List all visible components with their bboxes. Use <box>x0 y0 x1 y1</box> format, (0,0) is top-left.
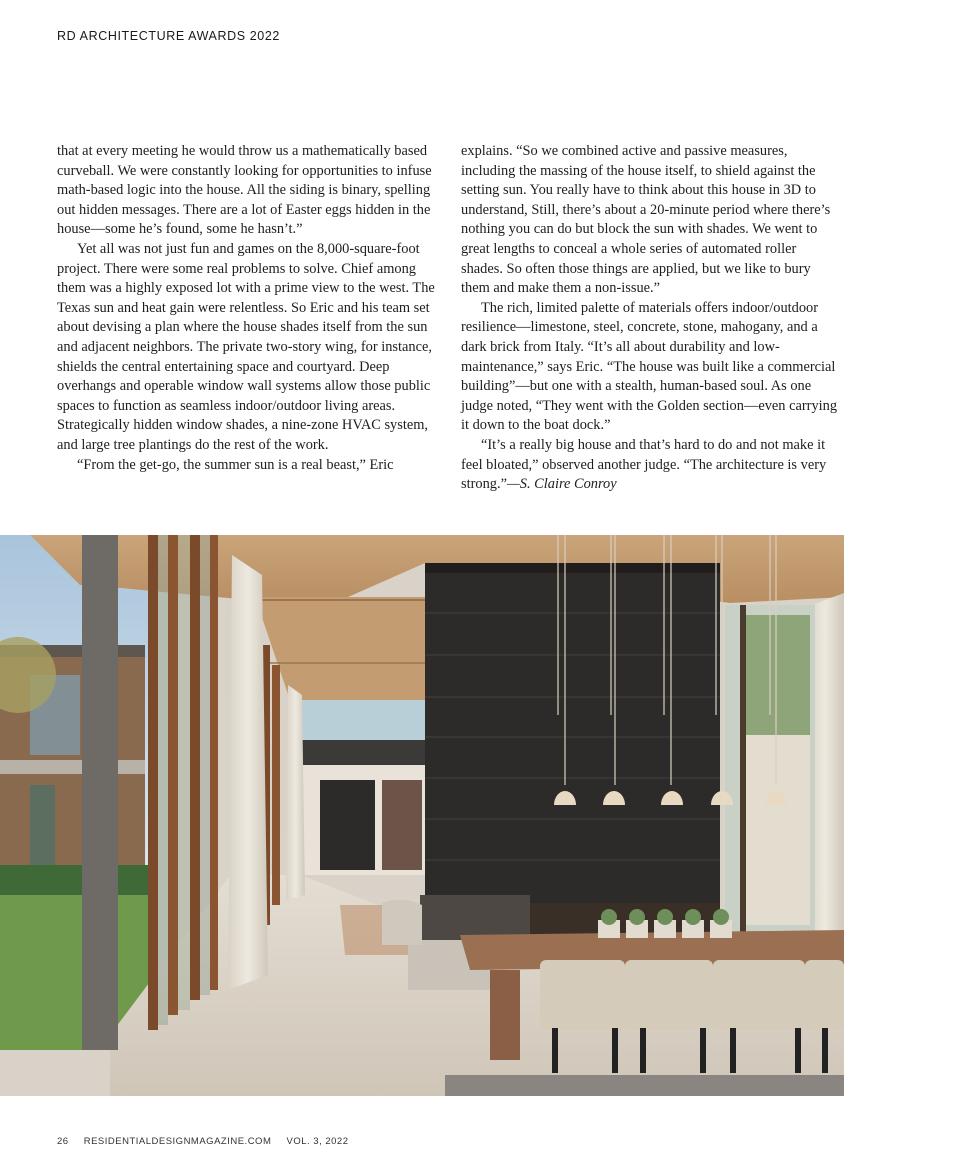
interior-dining-room-photo <box>0 535 844 1096</box>
article-paragraph: explains. “So we combined active and passive measures, including the massing of the house itself, to shield against the setting sun. You really have to think about this house in 3D to understand, Still, there’s about a 20-minute period where there’s nothing you can do but block the sun with shades. We went to great lengths to conceal a whole series of automated roller shades. So often those things are applied, but we like to bury them and make them a non-issue.” <box>461 143 831 297</box>
article-paragraph-final <box>461 436 841 495</box>
article-paragraph: “From the get-go, the summer sun is a real beast,” Eric <box>77 456 394 473</box>
article-column-left <box>57 142 437 475</box>
footer-issue: VOL. 3, 2022 <box>286 1136 349 1147</box>
article-paragraph-text: “It’s a really big house and that’s hard to do and not make it feel bloated,” observed another judge. “The architecture is very strong.” <box>461 436 827 493</box>
section-header: RD ARCHITECTURE AWARDS 2022 <box>57 29 280 43</box>
page-number: 26 <box>57 1136 69 1147</box>
page-footer <box>57 1136 360 1147</box>
article-column-right <box>461 142 841 495</box>
article-paragraph: Yet all was not just fun and games on the 8,000-square-foot project. There were some real problems to solve. Chief among them was a highly exposed lot with a prime view to the west. The Texas sun and heat gain were relentless. So Eric and his team set about devising a plan where the house shades itself from the sun and adjacent neighbors. The private two-story wing, for instance, shields the central entertaining space and courtyard. Deep overhangs and operable window wall systems allow those public spaces to function as seamless indoor/outdoor living areas. Strategically hidden window shades, a nine-zone HVAC system, and large tree plantings do the rest of the work. <box>57 240 435 453</box>
photo-illustration <box>0 535 844 1096</box>
byline: —S. Claire Conroy <box>506 476 617 493</box>
article-paragraph: that at every meeting he would throw us a mathematically based curveball. We were constantly looking for opportunities to infuse math-based logic into the house. All the siding is binary, spelling out hidden messages. There are a lot of Easter eggs hidden in the house—some he’s found, some he hasn’t.” <box>57 143 432 238</box>
footer-site: RESIDENTIALDESIGNMAGAZINE.COM <box>83 1136 272 1147</box>
article-paragraph: The rich, limited palette of materials offers indoor/outdoor resilience—limestone, steel, concrete, stone, mahogany, and a dark brick from Italy. “It’s all about durability and low-maintenance,” says Eric. “The house was built like a commercial building”—but one with a stealth, human-based soul. As one judge noted, “They went with the Golden section—even carrying it down to the boat dock.” <box>461 299 838 434</box>
